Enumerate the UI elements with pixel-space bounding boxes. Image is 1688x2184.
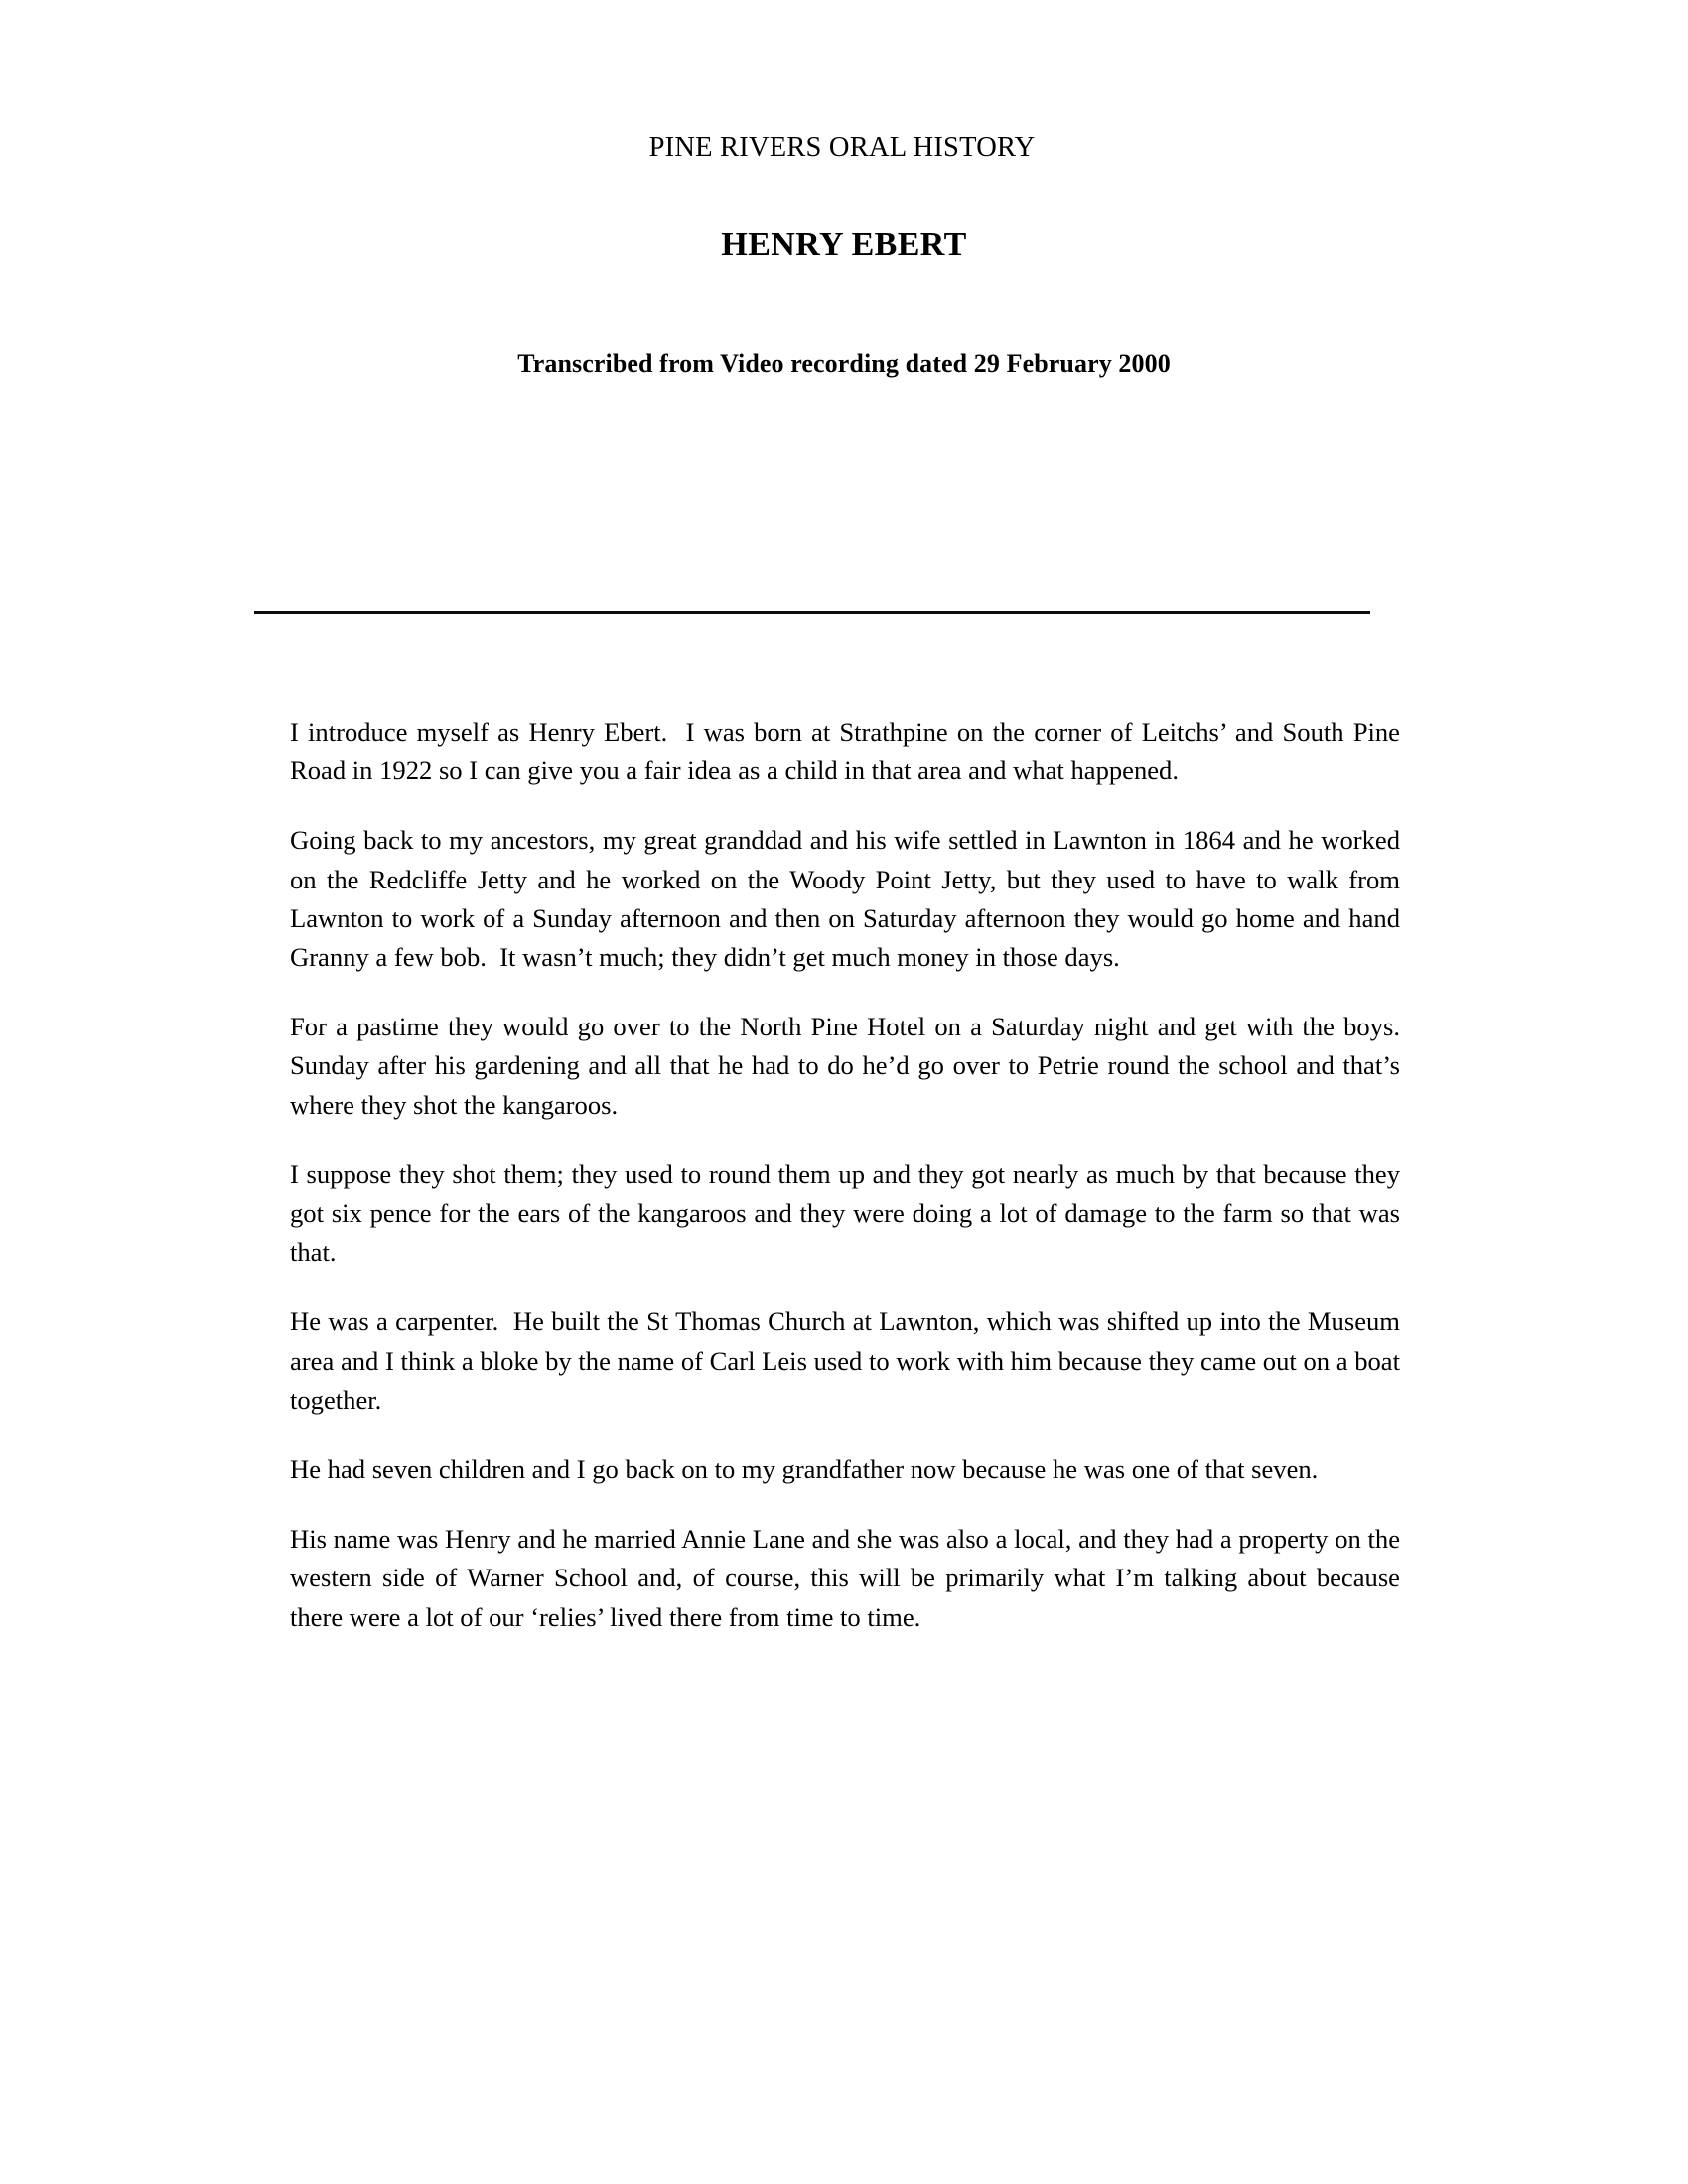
- transcript-paragraph: He had seven children and I go back on to my grandfather now because he was one of that seven.: [290, 1454, 1319, 1485]
- transcript-paragraph: I suppose they shot them; they used to round them up and they got nearly as much by that because they got six pence for the ears of the kangaroos and they were doing a lot of damage to the farm so that was that.: [290, 1159, 1407, 1268]
- document-header: [0, 131, 1688, 165]
- series-title: PINE RIVERS ORAL HISTORY: [648, 132, 1036, 163]
- header-divider-rule: [254, 611, 1370, 614]
- transcription-source-note: Transcribed from Video recording dated 29 February 2000: [517, 349, 1171, 378]
- transcript-body: [290, 713, 1414, 1637]
- transcript-paragraph: I introduce myself as Henry Ebert. I was born at Strathpine on the corner of Leitchs’ and South Pine Road in 1922 so I can give you a fair idea as a child in that area and what happened.: [290, 717, 1407, 786]
- transcript-paragraph: For a pastime they would go over to the North Pine Hotel on a Saturday night and get with the boys. Sunday after his gardening and all that he had to do he’d go over to Petrie round the school and that’s where they shot the kangaroos.: [290, 1012, 1414, 1120]
- transcript-paragraph: Going back to my ancestors, my great granddad and his wife settled in Lawnton in 1864 and he worked on the Redcliffe Jetty and he worked on the Woody Point Jetty, but they used to have to walk from Lawnton to work of a Sunday afternoon and then on Saturday afternoon they would go home and hand Granny a few bob. It wasn’t much; they didn’t get much money in those days.: [290, 825, 1407, 973]
- transcript-paragraph: He was a carpenter. He built the St Thomas Church at Lawnton, which was shifted up into the Museum area and I think a bloke by the name of Carl Leis used to work with him because they came out on a boat together.: [290, 1306, 1407, 1415]
- interviewee-name-heading: HENRY EBERT: [721, 226, 967, 263]
- transcript-paragraph: His name was Henry and he married Annie Lane and she was also a local, and they had a property on the western side of Warner School and, of course, this will be primarily what I’m talking about because there were a lot of our ‘relies’ lived there from time to time.: [290, 1524, 1407, 1632]
